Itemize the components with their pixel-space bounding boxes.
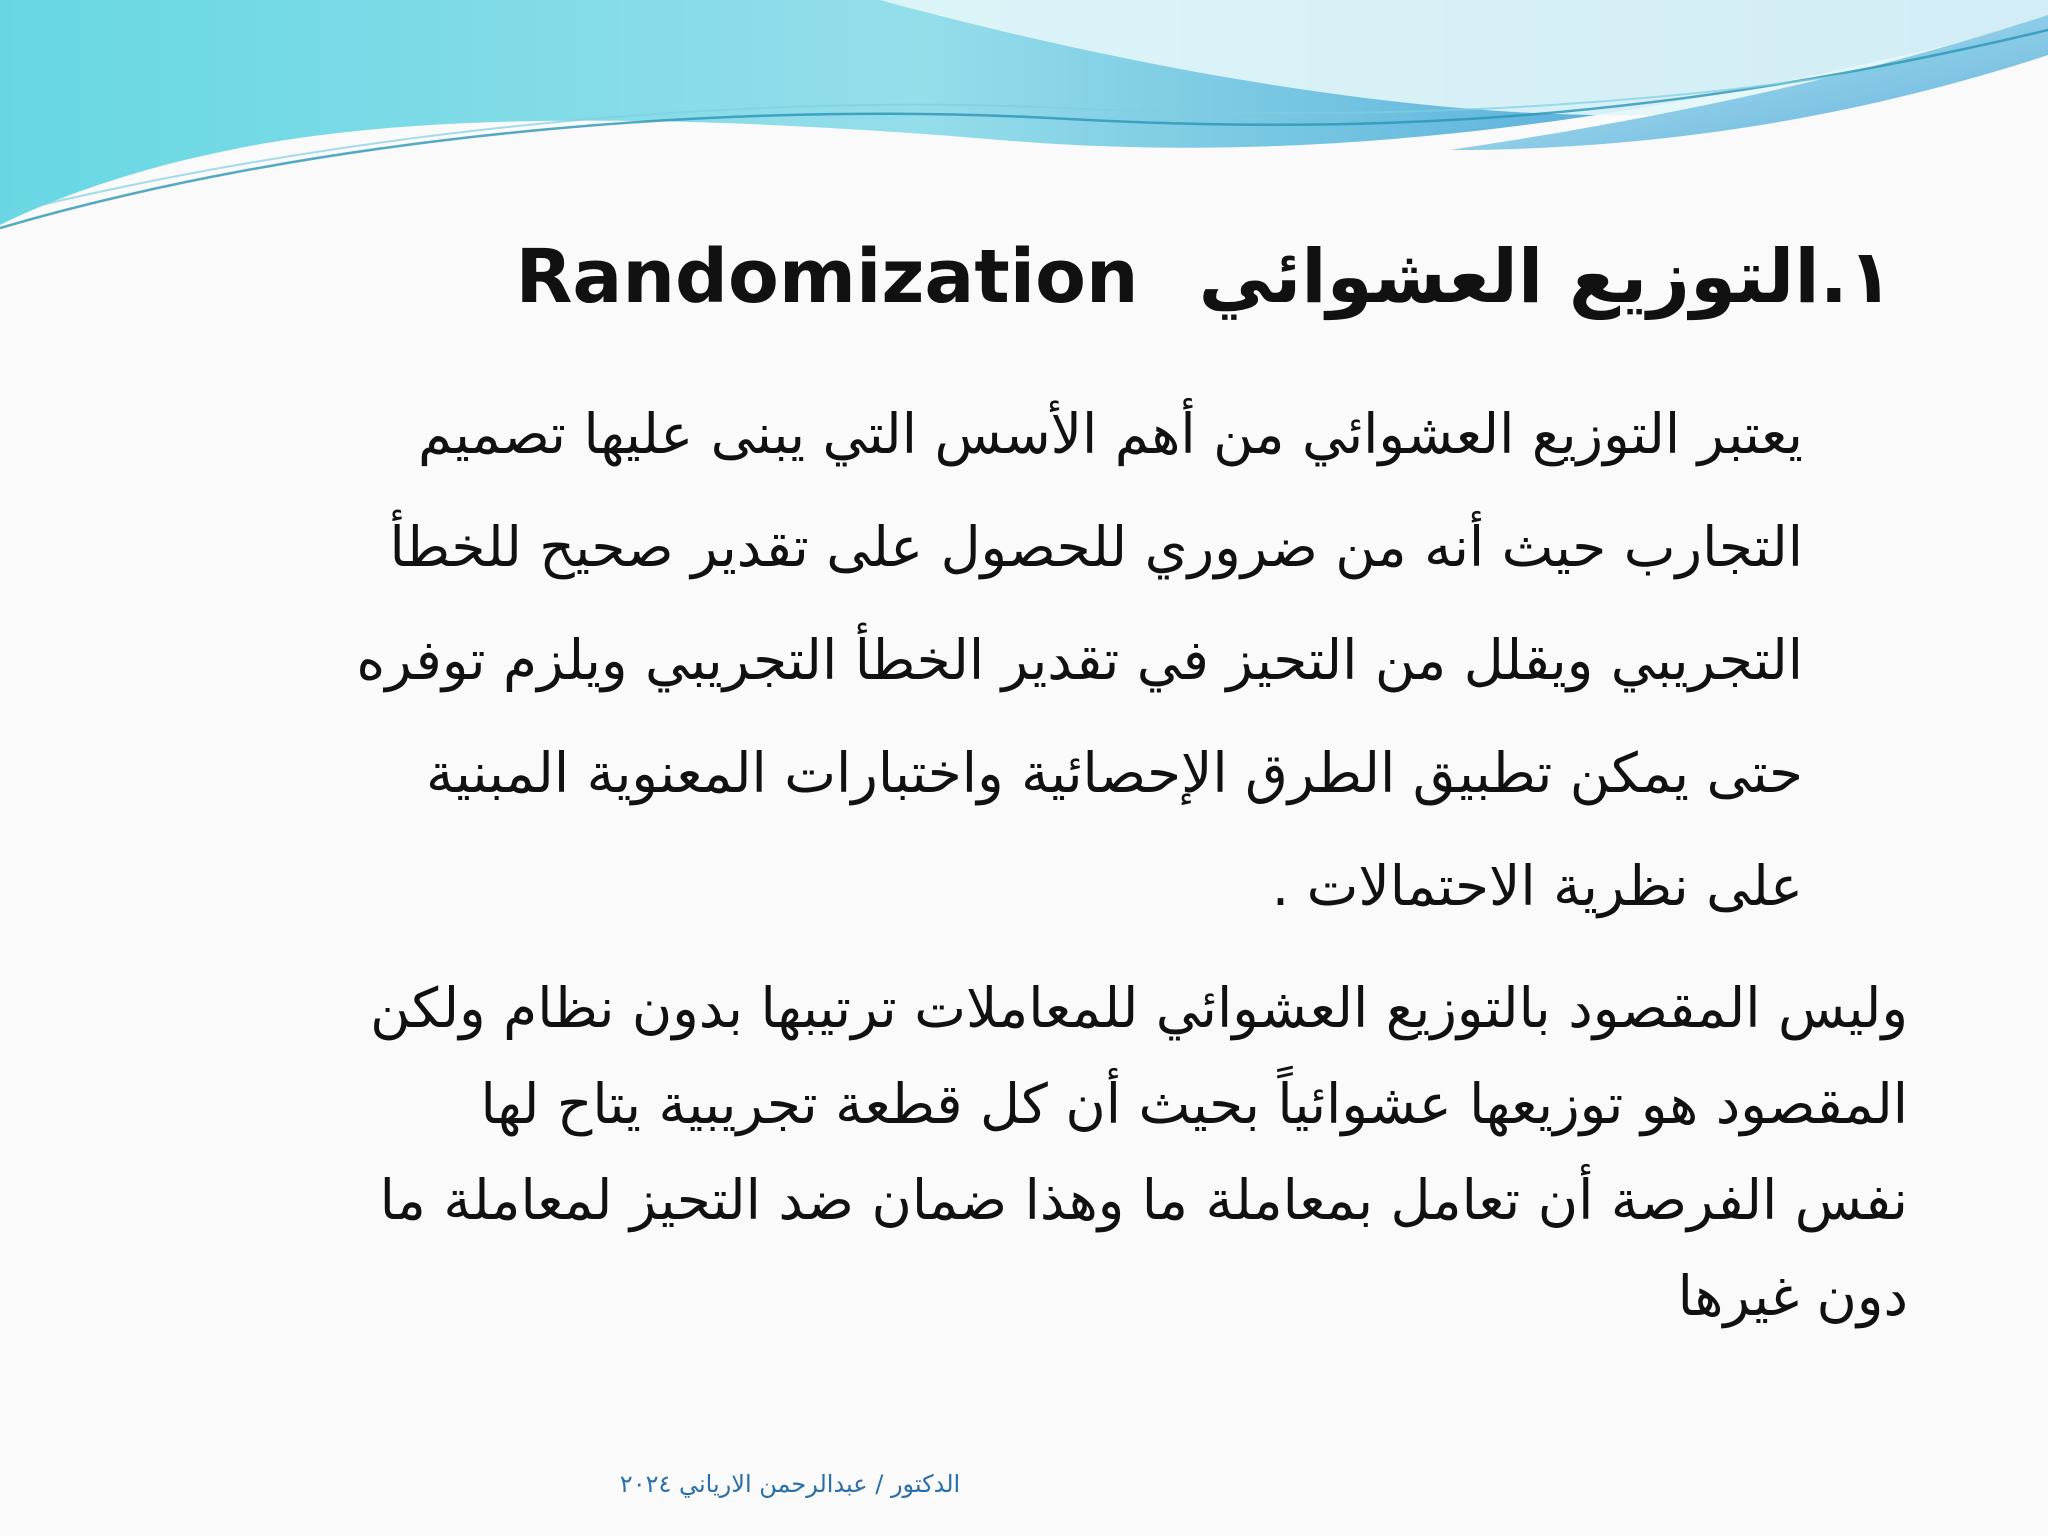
paragraph-line: وليس المقصود بالتوزيع العشوائي للمعاملات ترتيبها بدون نظام ولكن xyxy=(370,976,1908,1040)
paragraph-line: يعتبر التوزيع العشوائي من أهم الأسس التي يبنى عليها تصميم xyxy=(417,402,1803,466)
paragraph-line: المقصود هو توزيعها عشوائياً بحيث أن كل قطعة تجريبية يتاح لها xyxy=(480,1072,1908,1136)
title-arabic: التوزيع العشوائي xyxy=(1198,234,1820,320)
paragraph-line: نفس الفرصة أن تعامل بمعاملة ما وهذا ضمان ضد التحيز لمعاملة ما xyxy=(379,1168,1908,1232)
paragraph-line: التجريبي ويقلل من التحيز في تقدير الخطأ التجريبي ويلزم توفره xyxy=(356,628,1803,692)
header-wave-decoration xyxy=(0,0,2048,260)
paragraph-line: دون غيرها xyxy=(1677,1264,1908,1328)
paragraph-line: على نظرية الاحتمالات . xyxy=(1271,854,1803,918)
paragraph-line: التجارب حيث أنه من ضروري للحصول على تقدير صحيح للخطأ xyxy=(389,515,1803,579)
slide-title xyxy=(515,222,1893,332)
title-english: Randomization xyxy=(515,234,1139,320)
paragraph-clarification xyxy=(108,960,1908,1344)
footer-author: الدكتور / عبدالرحمن الارياني ٢٠٢٤ xyxy=(619,1470,961,1498)
paragraph-line: حتى يمكن تطبيق الطرق الإحصائية واختبارات المعنوية المبنية xyxy=(425,741,1803,805)
title-number: ١. xyxy=(1819,234,1893,320)
paragraph-definition xyxy=(103,378,1803,943)
